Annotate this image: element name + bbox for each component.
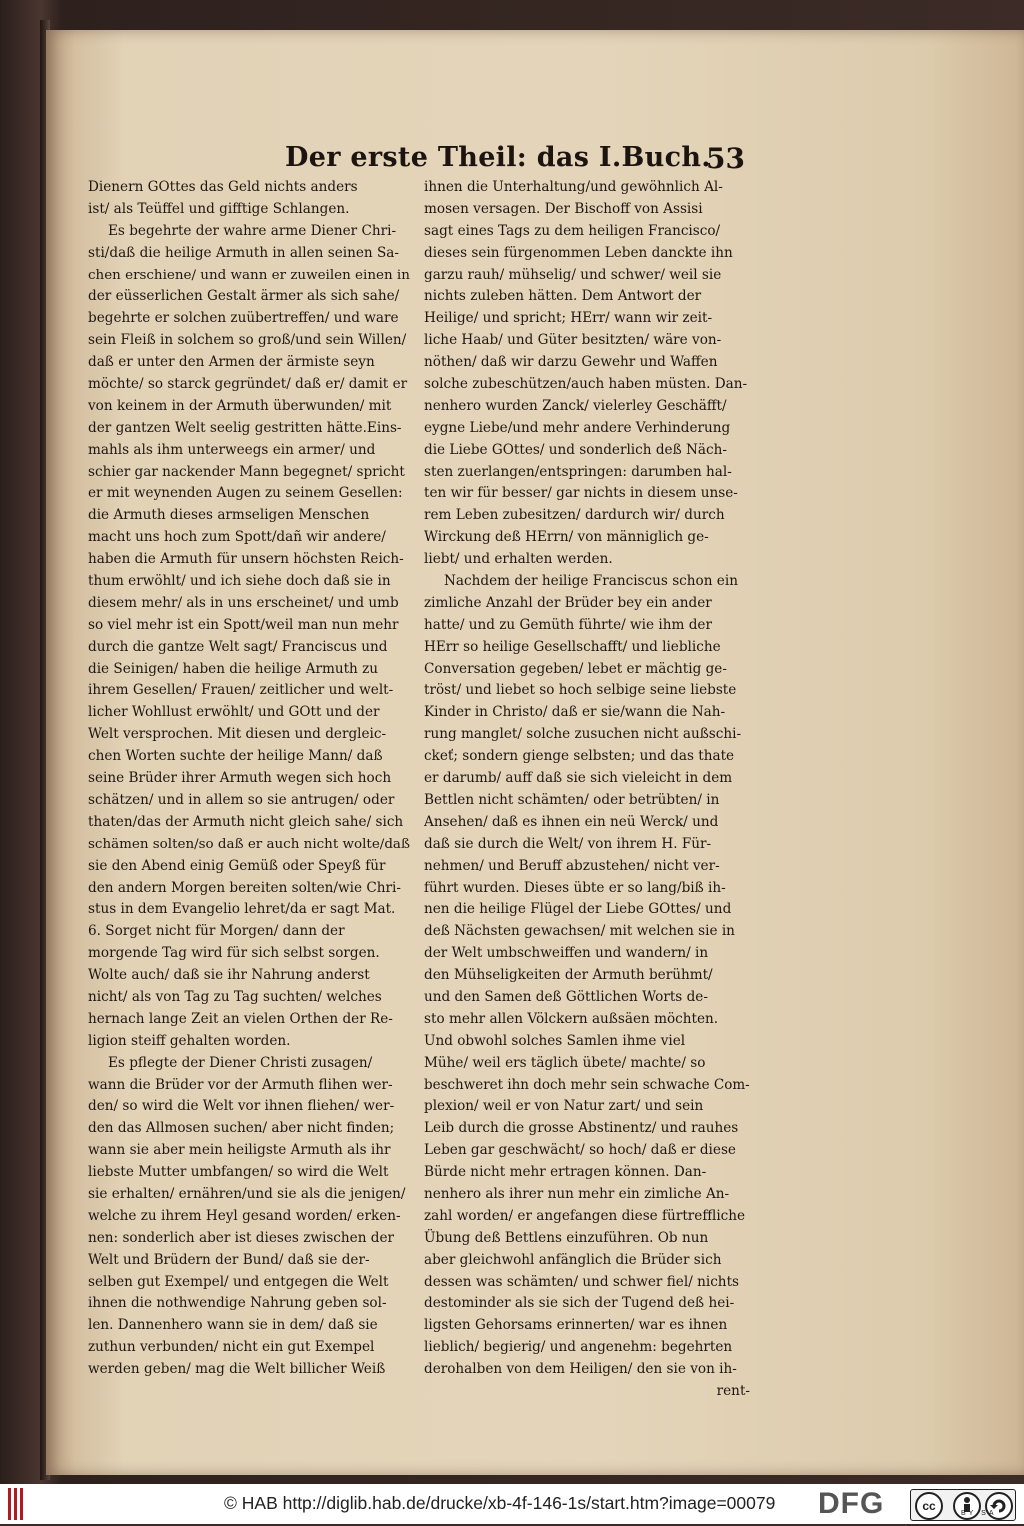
hab-logo-icon: [8, 1488, 28, 1520]
text-line: Bürde nicht mehr ertragen können. Dan-: [424, 1164, 707, 1181]
text-line: sie erhalten/ ernähren/und sie als die jenigen/: [88, 1185, 406, 1202]
license-label: BY SA: [961, 1510, 997, 1517]
text-line: zahl worden/ er angefangen diese fürtreffliche: [424, 1207, 746, 1224]
text-line: schätzen/ und in allem so sie antrugen/ oder: [88, 791, 395, 808]
text-line: führt wurden. Dieses übte er so lang/biß ih-: [424, 879, 726, 896]
text-line: daß er unter den Armen der ärmiste seyn: [88, 354, 375, 371]
text-line: den das Allmosen suchen/ aber nicht finden;: [88, 1120, 395, 1137]
text-line: Dienern GOttes das Geld nichts anders: [88, 179, 358, 195]
text-line: Leben gar geschwächt/ so hoch/ daß er diese: [424, 1142, 736, 1159]
text-line: ihrem Gesellen/ Frauen/ zeitlicher und welt-: [88, 682, 394, 699]
text-line: nenhero wurden Zanck/ vielerley Geschäfft/: [424, 397, 727, 414]
text-line: so viel mehr ist ein Spott/weil man nun mehr: [88, 616, 399, 633]
text-line: Es pflegte der Diener Christi zusagen/: [108, 1054, 373, 1071]
text-line: hernach lange Zeit an vielen Orthen der Re-: [88, 1010, 393, 1027]
text-line: Übung deß Bettlens einzuführen. Ob nun: [424, 1229, 709, 1246]
text-line: schämen solten/so daß er auch nicht wolte/daß: [88, 836, 410, 852]
text-line: HErr so heilige Gesellschafft/ und liebliche: [424, 638, 721, 655]
text-line: dieses sein fürgenommen Leben danckte ihn: [424, 244, 733, 261]
text-line: zuthun verbunden/ nicht ein gut Exempel: [88, 1339, 375, 1356]
text-line: die Seinigen/ haben die heilige Armuth zu: [88, 660, 379, 677]
text-line: stus in dem Evangelio lehret/da er sagt Mat.: [88, 901, 396, 918]
text-line: sto mehr allen Völckern außsäen möchten.: [424, 1010, 719, 1027]
text-line: wann die Brüder vor der Armuth flihen wer-: [88, 1076, 393, 1093]
text-line: lieblich/ begierig/ und angenehm: begehrten: [424, 1339, 733, 1356]
text-line: liche Haab/ und Güter besitzten/ wäre von-: [424, 332, 722, 349]
text-line: Leib durch die grosse Abstinentz/ und rauhes: [424, 1120, 739, 1137]
footer-bar: [0, 1484, 1024, 1524]
text-line: hatte/ und zu Gemüth führte/ wie ihm der: [424, 616, 712, 633]
text-line: rung manglet/ solche zusuchen nicht außschi-: [424, 726, 742, 743]
text-line: sten zuerlangen/entspringen: darumben hal-: [424, 463, 732, 480]
text-line: Wirckung deß HErrn/ von männiglich ge-: [424, 529, 709, 546]
text-line: die Armuth dieses armseligen Menschen: [88, 507, 370, 524]
text-line: len. Dannenhero wann sie in dem/ daß sie: [88, 1317, 378, 1334]
text-line: mahls als ihm unterweegs ein armer/ und: [88, 441, 376, 458]
cc-license-badge[interactable]: [910, 1489, 1016, 1521]
text-line: nehmen/ und Beruff abzustehen/ nicht ver-: [424, 857, 720, 874]
text-line: liebste Mutter umbfangen/ so wird die Welt: [88, 1164, 389, 1181]
text-line: seine Brüder ihrer Armuth wegen sich hoch: [88, 770, 392, 787]
text-line: und den Samen deß Göttlichen Worts de-: [424, 988, 708, 1005]
text-line: licher Wohllust erwöhlt/ und GOtt und der: [88, 704, 380, 721]
text-line: sein Fleiß in solchem so groß/und sein Willen/: [88, 332, 407, 349]
text-line: derohalben von dem Heiligen/ den sie von ih-: [424, 1361, 737, 1378]
text-line: tröst/ und liebet so hoch selbige seine liebste: [424, 682, 737, 699]
text-line: Welt versprochen. Mit diesen und dergleic-: [88, 726, 387, 743]
text-line: Mühe/ weil ers täglich übete/ machte/ so: [424, 1054, 706, 1071]
text-line: durch die gantze Welt sagt/ Franciscus und: [88, 638, 388, 655]
text-line: sie den Abend einig Gemüß oder Speyß für: [88, 857, 386, 874]
text-line: zimliche Anzahl der Brüder bey ein ander: [424, 594, 712, 611]
text-line: haben die Armuth für unsern höchsten Reich-: [88, 551, 404, 568]
text-line: begehrte er solchen zuübertreffen/ und ware: [88, 310, 399, 327]
text-line: chen Worten suchte der heilige Mann/ daß: [88, 748, 383, 765]
text-line: 6. Sorget nicht für Morgen/ dann der: [88, 923, 345, 940]
text-line: thum erwöhlt/ und ich siehe doch daß sie in: [88, 573, 391, 590]
text-line: der eüsserlichen Gestalt ärmer als sich sahe/: [88, 288, 400, 305]
text-line: mosen versagen. Der Bischoff von Assisi: [424, 200, 703, 217]
text-line: ist/ als Teüffel und gifftige Schlangen.: [88, 200, 350, 217]
text-line: selben gut Exempel/ und entgegen die Welt: [88, 1273, 389, 1290]
text-line: nen: sonderlich aber ist dieses zwischen der: [88, 1229, 395, 1246]
text-line: die Liebe GOttes/ und sonderlich deß Näch-: [424, 441, 727, 458]
text-line: liebt/ und erhalten werden.: [424, 551, 613, 568]
text-line: rent-: [716, 1382, 750, 1399]
text-line: nenhero als ihrer nun mehr ein zimliche An-: [424, 1185, 730, 1202]
text-line: Wolte auch/ daß sie ihr Nahrung anderst: [88, 967, 370, 984]
page-header: [285, 142, 745, 182]
text-line: morgende Tag wird für sich selbst sorgen.: [88, 945, 380, 962]
text-line: der Welt umbschweiffen und wandern/ in: [424, 945, 709, 962]
text-line: solche zubeschützen/auch haben müsten. Dan-: [424, 376, 748, 393]
text-line: daß sie durch die Welt/ von ihrem H. Für-: [424, 835, 712, 852]
text-line: Und obwohl solches Samlen ihme viel: [424, 1032, 686, 1049]
text-line: ckeť; sondern gienge selbsten; und das thate: [424, 748, 735, 765]
text-line: Heilige/ und spricht; HErr/ wann wir zeit-: [424, 310, 713, 327]
dfg-logo: DFG: [818, 1487, 885, 1520]
text-line: aber gleichwohl anfänglich die Brüder sich: [424, 1251, 722, 1268]
text-line: Bettlen nicht schämten/ oder betrübten/ in: [424, 791, 720, 808]
text-line: wann sie aber mein heiligste Armuth als ihr: [88, 1142, 391, 1159]
text-line: beschweret ihn doch mehr sein schwache Com-: [424, 1076, 750, 1093]
text-column-left: [88, 177, 410, 1381]
text-line: den andern Morgen bereiten solten/wie Chri-: [88, 879, 401, 896]
text-line: deß Nächsten gewachsen/ mit welchen sie in: [424, 923, 735, 940]
text-line: sagt eines Tags zu dem heiligen Francisco/: [424, 222, 721, 239]
text-line: von keinem in der Armuth überwunden/ mit: [88, 397, 392, 414]
text-line: Nachdem der heilige Franciscus schon ein: [444, 573, 738, 590]
text-line: nen die heilige Flügel der Liebe GOttes/ und: [424, 901, 732, 918]
text-line: den Mühseligkeiten der Armuth berühmt/: [424, 967, 713, 984]
text-line: Ansehen/ daß es ihnen ein neü Werck/ und: [424, 813, 719, 830]
copyright-credit[interactable]: © HAB http://diglib.hab.de/drucke/xb-4f-146-1s/start.htm?image=00079: [224, 1493, 776, 1513]
text-line: destominder als sie sich der Tugend deß hei-: [424, 1295, 735, 1312]
text-line: sti/daß die heilige Armuth in allen seinen Sa-: [88, 244, 399, 261]
text-line: garzu rauh/ mühselig/ und schwer/ weil sie: [424, 266, 722, 283]
text-line: schier gar nackender Mann begegnet/ spricht: [88, 463, 405, 480]
text-line: der gantzen Welt seelig gestritten hätte.Eins-: [88, 419, 402, 436]
text-line: thaten/das der Armuth nicht gleich sahe/ sich: [88, 813, 404, 830]
page-number: 53: [706, 142, 745, 175]
text-line: er mit weynenden Augen zu seinem Gesellen:: [88, 485, 403, 502]
text-line: nicht/ als von Tag zu Tag suchten/ welches: [88, 988, 382, 1005]
text-line: möchte/ so starck gegründet/ daß er/ damit er: [88, 376, 408, 393]
text-line: dessen was schämten/ und schwer fiel/ nichts: [424, 1273, 740, 1290]
text-line: welche zu ihrem Heyl gesand worden/ erken-: [88, 1207, 401, 1224]
text-line: chen erschiene/ und wann er zuweilen einen in: [88, 267, 410, 283]
text-line: er darumb/ auff daß sie sich vieleicht in dem: [424, 770, 733, 787]
text-line: ligsten Gehorsams erinnerten/ war es ihnen: [424, 1317, 728, 1334]
text-line: Welt und Brüdern der Bund/ daß sie der-: [88, 1251, 370, 1268]
text-line: ten wir für besser/ gar nichts in diesem unse-: [424, 485, 738, 502]
text-line: ligion steiff gehalten worden.: [88, 1032, 291, 1049]
text-line: eygne Liebe/und mehr andere Verhinderung: [424, 419, 731, 436]
text-line: den/ so wird die Welt vor ihnen fliehen/ wer-: [88, 1098, 395, 1115]
text-line: diesem mehr/ als in uns erscheinet/ und umb: [88, 594, 399, 611]
text-line: rem Leben zubesitzen/ dardurch wir/ durch: [424, 507, 725, 524]
text-line: Kinder in Christo/ daß er sie/wann die Nah-: [424, 704, 726, 721]
text-line: macht uns hoch zum Spott/dañ wir andere/: [88, 529, 386, 546]
text-line: plexion/ weil er von Natur zart/ und sein: [424, 1098, 704, 1115]
text-line: ihnen die nothwendige Nahrung geben sol-: [88, 1295, 387, 1312]
running-title: Der erste Theil: das I.Buch.: [285, 142, 711, 173]
text-line: Es begehrte der wahre arme Diener Chri-: [108, 222, 397, 239]
text-line: ihnen die Unterhaltung/und gewöhnlich Al-: [424, 179, 723, 195]
text-line: werden geben/ mag die Welt billicher Weiß: [88, 1361, 386, 1378]
text-line: nöthen/ daß wir darzu Gewehr und Waffen: [424, 354, 718, 371]
text-column-right: [424, 177, 750, 1403]
text-line: Conversation gegeben/ lebet er mächtig ge-: [424, 660, 727, 677]
cc-icon: cc: [915, 1492, 943, 1520]
text-line: nichts zuleben hätten. Dem Antwort der: [424, 288, 702, 305]
